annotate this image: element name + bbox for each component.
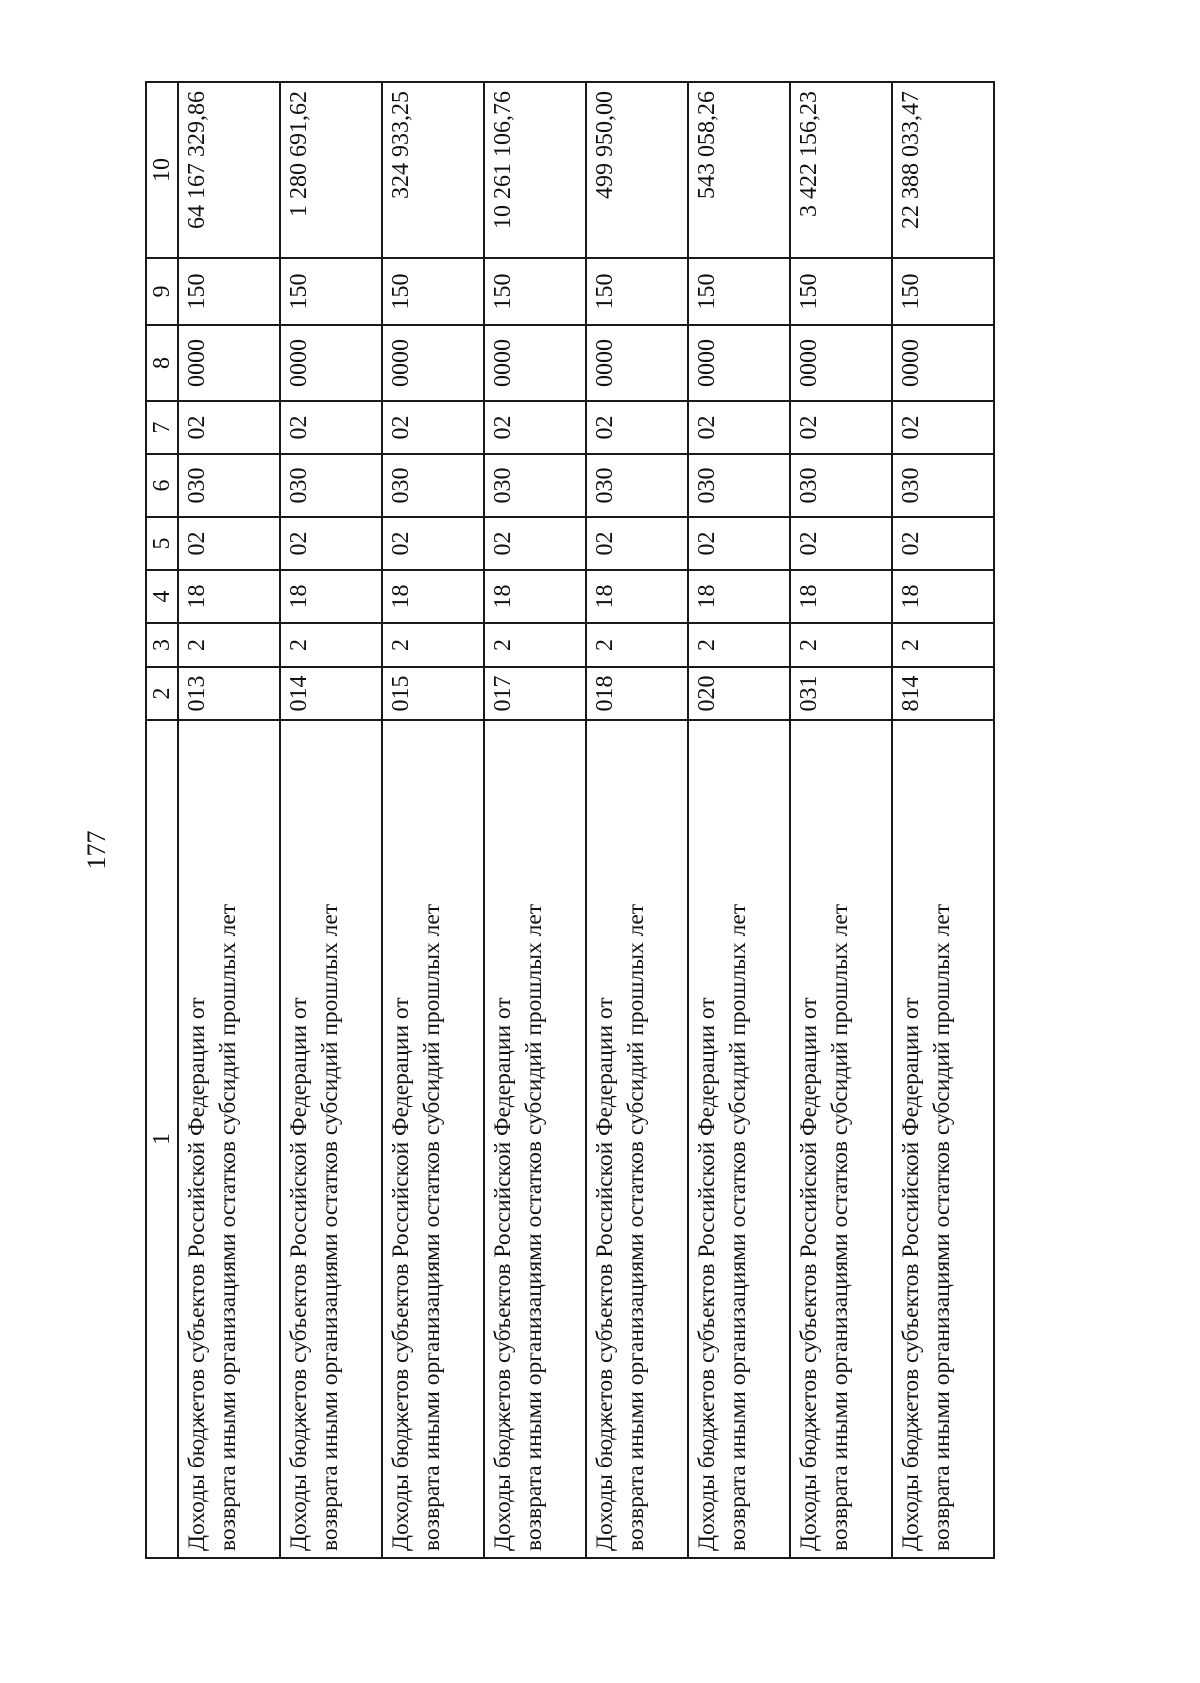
- code-col-6: 030: [892, 454, 994, 517]
- code-col-8: 0000: [382, 325, 484, 401]
- description-line-2: возврата иными организациями остатков субсидий прошлых лет: [827, 903, 853, 1551]
- code-col-5: 02: [790, 517, 892, 570]
- budget-revenue-table: [145, 81, 995, 1559]
- amount: 22 388 033,47: [892, 82, 994, 258]
- code-col-7: 02: [586, 401, 688, 454]
- code-col-8: 0000: [178, 325, 280, 401]
- col-header-3: 3: [146, 623, 178, 667]
- table-row: [790, 82, 892, 1558]
- code-col-3: 2: [178, 623, 280, 667]
- row-description: [382, 720, 484, 1558]
- code-col-6: 030: [586, 454, 688, 517]
- amount: 1 280 691,62: [280, 82, 382, 258]
- code-col-3: 2: [586, 623, 688, 667]
- code-col-3: 2: [892, 623, 994, 667]
- admin-code: 015: [382, 667, 484, 720]
- code-col-4: 18: [688, 570, 790, 623]
- code-col-3: 2: [484, 623, 586, 667]
- code-col-8: 0000: [586, 325, 688, 401]
- code-col-9: 150: [280, 258, 382, 325]
- description-line-2: возврата иными организациями остатков субсидий прошлых лет: [419, 903, 445, 1551]
- code-col-9: 150: [484, 258, 586, 325]
- code-col-8: 0000: [280, 325, 382, 401]
- code-col-7: 02: [382, 401, 484, 454]
- description-line-2: возврата иными организациями остатков субсидий прошлых лет: [317, 903, 343, 1551]
- code-col-7: 02: [688, 401, 790, 454]
- code-col-9: 150: [382, 258, 484, 325]
- col-header-4: 4: [146, 570, 178, 623]
- code-col-9: 150: [178, 258, 280, 325]
- table-row: [892, 82, 994, 1558]
- amount: 324 933,25: [382, 82, 484, 258]
- col-header-5: 5: [146, 517, 178, 570]
- admin-code: 013: [178, 667, 280, 720]
- code-col-7: 02: [280, 401, 382, 454]
- code-col-7: 02: [484, 401, 586, 454]
- amount: 64 167 329,86: [178, 82, 280, 258]
- header-row: [146, 82, 178, 1558]
- code-col-3: 2: [382, 623, 484, 667]
- code-col-8: 0000: [484, 325, 586, 401]
- row-description: [484, 720, 586, 1558]
- code-col-6: 030: [178, 454, 280, 517]
- code-col-8: 0000: [688, 325, 790, 401]
- description-line-2: возврата иными организациями остатков субсидий прошлых лет: [521, 903, 547, 1551]
- col-header-1: 1: [146, 720, 178, 1558]
- description-line-2: возврата иными организациями остатков субсидий прошлых лет: [215, 903, 241, 1551]
- code-col-7: 02: [178, 401, 280, 454]
- table-row: [280, 82, 382, 1558]
- page-number: 177: [82, 830, 111, 870]
- code-col-4: 18: [178, 570, 280, 623]
- code-col-5: 02: [586, 517, 688, 570]
- description-line-1: Доходы бюджетов субъектов Российской Федерации от: [388, 997, 414, 1551]
- amount: 10 261 106,76: [484, 82, 586, 258]
- table-row: [586, 82, 688, 1558]
- admin-code: 814: [892, 667, 994, 720]
- description-line-1: Доходы бюджетов субъектов Российской Федерации от: [592, 997, 618, 1551]
- table-row: [484, 82, 586, 1558]
- admin-code: 014: [280, 667, 382, 720]
- code-col-6: 030: [484, 454, 586, 517]
- code-col-5: 02: [280, 517, 382, 570]
- code-col-5: 02: [484, 517, 586, 570]
- code-col-9: 150: [790, 258, 892, 325]
- col-header-7: 7: [146, 401, 178, 454]
- code-col-8: 0000: [892, 325, 994, 401]
- row-description: [688, 720, 790, 1558]
- row-description: [586, 720, 688, 1558]
- table-row: [382, 82, 484, 1558]
- description-line-1: Доходы бюджетов субъектов Российской Федерации от: [184, 997, 210, 1551]
- row-description: [892, 720, 994, 1558]
- code-col-8: 0000: [790, 325, 892, 401]
- code-col-6: 030: [688, 454, 790, 517]
- code-col-4: 18: [382, 570, 484, 623]
- code-col-4: 18: [586, 570, 688, 623]
- code-col-5: 02: [382, 517, 484, 570]
- code-col-6: 030: [280, 454, 382, 517]
- description-line-1: Доходы бюджетов субъектов Российской Федерации от: [490, 997, 516, 1551]
- code-col-3: 2: [280, 623, 382, 667]
- code-col-6: 030: [382, 454, 484, 517]
- description-line-1: Доходы бюджетов субъектов Российской Федерации от: [796, 997, 822, 1551]
- code-col-5: 02: [892, 517, 994, 570]
- code-col-6: 030: [790, 454, 892, 517]
- admin-code: 031: [790, 667, 892, 720]
- code-col-4: 18: [892, 570, 994, 623]
- code-col-4: 18: [790, 570, 892, 623]
- amount: 3 422 156,23: [790, 82, 892, 258]
- code-col-4: 18: [484, 570, 586, 623]
- col-header-2: 2: [146, 667, 178, 720]
- code-col-7: 02: [790, 401, 892, 454]
- row-description: [790, 720, 892, 1558]
- code-col-9: 150: [586, 258, 688, 325]
- amount: 543 058,26: [688, 82, 790, 258]
- code-col-5: 02: [688, 517, 790, 570]
- description-line-2: возврата иными организациями остатков субсидий прошлых лет: [623, 903, 649, 1551]
- row-description: [178, 720, 280, 1558]
- col-header-8: 8: [146, 325, 178, 401]
- col-header-6: 6: [146, 454, 178, 517]
- code-col-3: 2: [688, 623, 790, 667]
- admin-code: 017: [484, 667, 586, 720]
- code-col-9: 150: [688, 258, 790, 325]
- col-header-9: 9: [146, 258, 178, 325]
- description-line-1: Доходы бюджетов субъектов Российской Федерации от: [898, 997, 924, 1551]
- description-line-2: возврата иными организациями остатков субсидий прошлых лет: [725, 903, 751, 1551]
- code-col-4: 18: [280, 570, 382, 623]
- table-row: [688, 82, 790, 1558]
- row-description: [280, 720, 382, 1558]
- description-line-1: Доходы бюджетов субъектов Российской Федерации от: [694, 997, 720, 1551]
- description-line-2: возврата иными организациями остатков субсидий прошлых лет: [929, 903, 955, 1551]
- amount: 499 950,00: [586, 82, 688, 258]
- table-row: [178, 82, 280, 1558]
- code-col-9: 150: [892, 258, 994, 325]
- code-col-5: 02: [178, 517, 280, 570]
- code-col-3: 2: [790, 623, 892, 667]
- description-line-1: Доходы бюджетов субъектов Российской Федерации от: [286, 997, 312, 1551]
- code-col-7: 02: [892, 401, 994, 454]
- col-header-10: 10: [146, 82, 178, 258]
- admin-code: 020: [688, 667, 790, 720]
- admin-code: 018: [586, 667, 688, 720]
